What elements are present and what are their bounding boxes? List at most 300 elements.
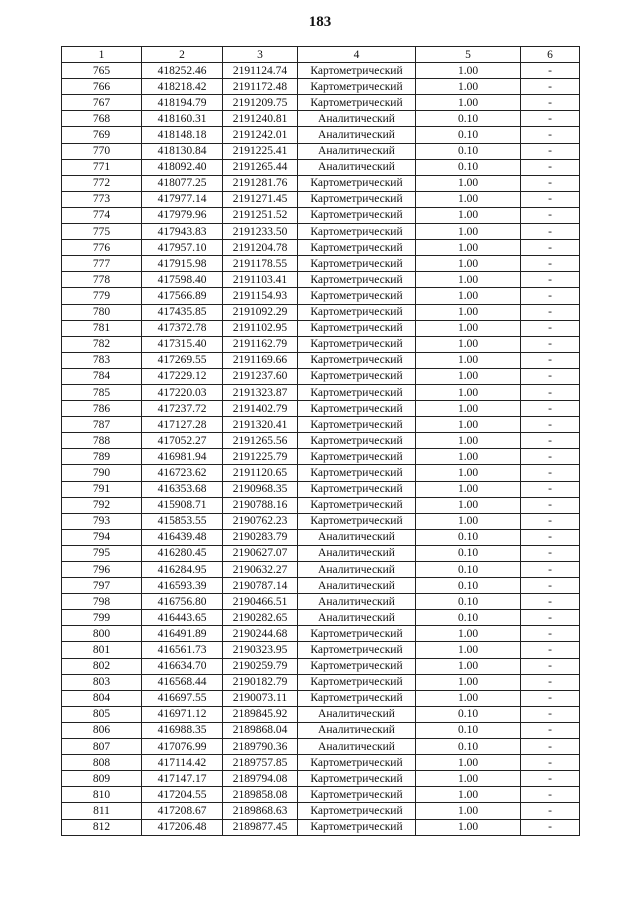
table-row (62, 159, 580, 175)
table-row (62, 127, 580, 143)
accuracy-cell: 1.00 (416, 658, 521, 674)
note-cell: - (521, 497, 580, 513)
point-number-cell: 793 (62, 513, 142, 529)
y-coordinate-cell: 2190788.16 (223, 497, 298, 513)
point-number-cell: 792 (62, 497, 142, 513)
note-cell: - (521, 481, 580, 497)
table-header-row (62, 47, 580, 63)
method-cell: Картометрический (298, 336, 416, 352)
point-number-cell: 807 (62, 739, 142, 755)
y-coordinate-cell: 2191204.78 (223, 240, 298, 256)
y-coordinate-cell: 2191240.81 (223, 111, 298, 127)
point-number-cell: 781 (62, 320, 142, 336)
x-coordinate-cell: 416491.89 (142, 626, 223, 642)
x-coordinate-cell: 418160.31 (142, 111, 223, 127)
note-cell: - (521, 433, 580, 449)
accuracy-cell: 1.00 (416, 384, 521, 400)
method-cell: Картометрический (298, 449, 416, 465)
note-cell: - (521, 562, 580, 578)
method-cell: Картометрический (298, 368, 416, 384)
x-coordinate-cell: 418218.42 (142, 79, 223, 95)
accuracy-cell: 0.10 (416, 578, 521, 594)
point-number-cell: 777 (62, 256, 142, 272)
table-row (62, 819, 580, 835)
note-cell: - (521, 787, 580, 803)
note-cell: - (521, 594, 580, 610)
note-cell: - (521, 674, 580, 690)
point-number-cell: 812 (62, 819, 142, 835)
page-number: 183 (308, 14, 332, 30)
point-number-cell: 766 (62, 79, 142, 95)
method-cell: Картометрический (298, 401, 416, 417)
table-row (62, 224, 580, 240)
accuracy-cell: 1.00 (416, 288, 521, 304)
method-cell: Картометрический (298, 95, 416, 111)
note-cell: - (521, 513, 580, 529)
method-cell: Картометрический (298, 481, 416, 497)
coordinates-table (61, 46, 580, 836)
method-cell: Картометрический (298, 79, 416, 95)
point-number-cell: 784 (62, 368, 142, 384)
accuracy-cell: 1.00 (416, 63, 521, 79)
note-cell: - (521, 207, 580, 223)
method-cell: Аналитический (298, 610, 416, 626)
point-number-cell: 787 (62, 417, 142, 433)
method-cell: Картометрический (298, 304, 416, 320)
x-coordinate-cell: 415908.71 (142, 497, 223, 513)
y-coordinate-cell: 2189757.85 (223, 755, 298, 771)
method-cell: Аналитический (298, 578, 416, 594)
column-header: 6 (521, 47, 580, 63)
table-row (62, 320, 580, 336)
x-coordinate-cell: 417114.42 (142, 755, 223, 771)
y-coordinate-cell: 2191271.45 (223, 191, 298, 207)
table-row (62, 706, 580, 722)
x-coordinate-cell: 417076.99 (142, 739, 223, 755)
method-cell: Картометрический (298, 433, 416, 449)
accuracy-cell: 1.00 (416, 207, 521, 223)
method-cell: Аналитический (298, 562, 416, 578)
y-coordinate-cell: 2191209.75 (223, 95, 298, 111)
x-coordinate-cell: 417977.14 (142, 191, 223, 207)
point-number-cell: 805 (62, 706, 142, 722)
column-header: 5 (416, 47, 521, 63)
table-row (62, 63, 580, 79)
accuracy-cell: 1.00 (416, 320, 521, 336)
method-cell: Картометрический (298, 320, 416, 336)
point-number-cell: 779 (62, 288, 142, 304)
point-number-cell: 789 (62, 449, 142, 465)
point-number-cell: 783 (62, 352, 142, 368)
table-row (62, 594, 580, 610)
y-coordinate-cell: 2189790.36 (223, 739, 298, 755)
method-cell: Аналитический (298, 159, 416, 175)
accuracy-cell: 1.00 (416, 674, 521, 690)
x-coordinate-cell: 417237.72 (142, 401, 223, 417)
point-number-cell: 772 (62, 175, 142, 191)
note-cell: - (521, 143, 580, 159)
y-coordinate-cell: 2190632.27 (223, 562, 298, 578)
y-coordinate-cell: 2190466.51 (223, 594, 298, 610)
point-number-cell: 773 (62, 191, 142, 207)
x-coordinate-cell: 417435.85 (142, 304, 223, 320)
y-coordinate-cell: 2191265.44 (223, 159, 298, 175)
table-row (62, 240, 580, 256)
note-cell: - (521, 755, 580, 771)
table-row (62, 481, 580, 497)
table-row (62, 256, 580, 272)
y-coordinate-cell: 2191103.41 (223, 272, 298, 288)
note-cell: - (521, 706, 580, 722)
method-cell: Картометрический (298, 819, 416, 835)
note-cell: - (521, 384, 580, 400)
y-coordinate-cell: 2190282.65 (223, 610, 298, 626)
accuracy-cell: 0.10 (416, 706, 521, 722)
table-row (62, 304, 580, 320)
accuracy-cell: 1.00 (416, 433, 521, 449)
table-row (62, 384, 580, 400)
x-coordinate-cell: 415853.55 (142, 513, 223, 529)
y-coordinate-cell: 2191124.74 (223, 63, 298, 79)
table-row (62, 562, 580, 578)
y-coordinate-cell: 2190787.14 (223, 578, 298, 594)
y-coordinate-cell: 2190968.35 (223, 481, 298, 497)
y-coordinate-cell: 2191242.01 (223, 127, 298, 143)
note-cell: - (521, 63, 580, 79)
x-coordinate-cell: 416981.94 (142, 449, 223, 465)
note-cell: - (521, 256, 580, 272)
point-number-cell: 765 (62, 63, 142, 79)
point-number-cell: 804 (62, 690, 142, 706)
accuracy-cell: 1.00 (416, 79, 521, 95)
point-number-cell: 771 (62, 159, 142, 175)
note-cell: - (521, 658, 580, 674)
point-number-cell: 811 (62, 803, 142, 819)
method-cell: Картометрический (298, 288, 416, 304)
y-coordinate-cell: 2189877.45 (223, 819, 298, 835)
x-coordinate-cell: 416568.44 (142, 674, 223, 690)
y-coordinate-cell: 2191154.93 (223, 288, 298, 304)
table-row (62, 610, 580, 626)
method-cell: Картометрический (298, 787, 416, 803)
point-number-cell: 780 (62, 304, 142, 320)
note-cell: - (521, 401, 580, 417)
x-coordinate-cell: 418077.25 (142, 175, 223, 191)
x-coordinate-cell: 417957.10 (142, 240, 223, 256)
point-number-cell: 768 (62, 111, 142, 127)
accuracy-cell: 0.10 (416, 143, 521, 159)
x-coordinate-cell: 416756.80 (142, 594, 223, 610)
accuracy-cell: 1.00 (416, 819, 521, 835)
accuracy-cell: 0.10 (416, 610, 521, 626)
y-coordinate-cell: 2191102.95 (223, 320, 298, 336)
point-number-cell: 774 (62, 207, 142, 223)
note-cell: - (521, 159, 580, 175)
x-coordinate-cell: 416439.48 (142, 529, 223, 545)
accuracy-cell: 1.00 (416, 803, 521, 819)
x-coordinate-cell: 416284.95 (142, 562, 223, 578)
x-coordinate-cell: 416280.45 (142, 545, 223, 561)
table-row (62, 272, 580, 288)
method-cell: Аналитический (298, 706, 416, 722)
accuracy-cell: 0.10 (416, 127, 521, 143)
x-coordinate-cell: 417127.28 (142, 417, 223, 433)
table-row (62, 111, 580, 127)
x-coordinate-cell: 417315.40 (142, 336, 223, 352)
x-coordinate-cell: 417052.27 (142, 433, 223, 449)
accuracy-cell: 1.00 (416, 224, 521, 240)
method-cell: Картометрический (298, 642, 416, 658)
accuracy-cell: 1.00 (416, 690, 521, 706)
note-cell: - (521, 95, 580, 111)
note-cell: - (521, 272, 580, 288)
note-cell: - (521, 336, 580, 352)
table-row (62, 465, 580, 481)
table-row (62, 739, 580, 755)
y-coordinate-cell: 2191323.87 (223, 384, 298, 400)
table-row (62, 143, 580, 159)
point-number-cell: 809 (62, 771, 142, 787)
column-header: 4 (298, 47, 416, 63)
method-cell: Картометрический (298, 224, 416, 240)
y-coordinate-cell: 2191225.79 (223, 449, 298, 465)
note-cell: - (521, 191, 580, 207)
point-number-cell: 769 (62, 127, 142, 143)
method-cell: Картометрический (298, 417, 416, 433)
point-number-cell: 803 (62, 674, 142, 690)
accuracy-cell: 0.10 (416, 739, 521, 755)
y-coordinate-cell: 2189868.04 (223, 722, 298, 738)
y-coordinate-cell: 2191320.41 (223, 417, 298, 433)
point-number-cell: 790 (62, 465, 142, 481)
point-number-cell: 776 (62, 240, 142, 256)
x-coordinate-cell: 416593.39 (142, 578, 223, 594)
method-cell: Картометрический (298, 240, 416, 256)
table-row (62, 433, 580, 449)
point-number-cell: 800 (62, 626, 142, 642)
table-row (62, 95, 580, 111)
table-row (62, 175, 580, 191)
note-cell: - (521, 320, 580, 336)
note-cell: - (521, 417, 580, 433)
y-coordinate-cell: 2191120.65 (223, 465, 298, 481)
table-row (62, 336, 580, 352)
table-row (62, 352, 580, 368)
method-cell: Аналитический (298, 529, 416, 545)
y-coordinate-cell: 2191178.55 (223, 256, 298, 272)
note-cell: - (521, 240, 580, 256)
accuracy-cell: 1.00 (416, 368, 521, 384)
note-cell: - (521, 368, 580, 384)
x-coordinate-cell: 416988.35 (142, 722, 223, 738)
x-coordinate-cell: 416723.62 (142, 465, 223, 481)
x-coordinate-cell: 417915.98 (142, 256, 223, 272)
y-coordinate-cell: 2189845.92 (223, 706, 298, 722)
y-coordinate-cell: 2191162.79 (223, 336, 298, 352)
note-cell: - (521, 465, 580, 481)
note-cell: - (521, 578, 580, 594)
method-cell: Аналитический (298, 111, 416, 127)
accuracy-cell: 1.00 (416, 771, 521, 787)
point-number-cell: 797 (62, 578, 142, 594)
x-coordinate-cell: 417206.48 (142, 819, 223, 835)
x-coordinate-cell: 417372.78 (142, 320, 223, 336)
y-coordinate-cell: 2190283.79 (223, 529, 298, 545)
x-coordinate-cell: 416697.55 (142, 690, 223, 706)
method-cell: Аналитический (298, 545, 416, 561)
method-cell: Картометрический (298, 674, 416, 690)
table-row (62, 690, 580, 706)
note-cell: - (521, 771, 580, 787)
y-coordinate-cell: 2190627.07 (223, 545, 298, 561)
y-coordinate-cell: 2191225.41 (223, 143, 298, 159)
point-number-cell: 808 (62, 755, 142, 771)
accuracy-cell: 1.00 (416, 787, 521, 803)
table-row (62, 417, 580, 433)
note-cell: - (521, 722, 580, 738)
accuracy-cell: 1.00 (416, 642, 521, 658)
note-cell: - (521, 127, 580, 143)
accuracy-cell: 1.00 (416, 513, 521, 529)
method-cell: Картометрический (298, 63, 416, 79)
x-coordinate-cell: 417566.89 (142, 288, 223, 304)
y-coordinate-cell: 2191281.76 (223, 175, 298, 191)
x-coordinate-cell: 416561.73 (142, 642, 223, 658)
y-coordinate-cell: 2190244.68 (223, 626, 298, 642)
note-cell: - (521, 626, 580, 642)
table-row (62, 368, 580, 384)
y-coordinate-cell: 2191169.66 (223, 352, 298, 368)
accuracy-cell: 1.00 (416, 417, 521, 433)
method-cell: Аналитический (298, 127, 416, 143)
table-row (62, 191, 580, 207)
accuracy-cell: 0.10 (416, 545, 521, 561)
y-coordinate-cell: 2190073.11 (223, 690, 298, 706)
x-coordinate-cell: 418148.18 (142, 127, 223, 143)
note-cell: - (521, 288, 580, 304)
y-coordinate-cell: 2191172.48 (223, 79, 298, 95)
note-cell: - (521, 224, 580, 240)
y-coordinate-cell: 2190259.79 (223, 658, 298, 674)
method-cell: Картометрический (298, 175, 416, 191)
method-cell: Картометрический (298, 513, 416, 529)
method-cell: Картометрический (298, 272, 416, 288)
point-number-cell: 810 (62, 787, 142, 803)
x-coordinate-cell: 417208.67 (142, 803, 223, 819)
table-row (62, 578, 580, 594)
x-coordinate-cell: 417147.17 (142, 771, 223, 787)
method-cell: Картометрический (298, 207, 416, 223)
table-row (62, 529, 580, 545)
note-cell: - (521, 803, 580, 819)
point-number-cell: 801 (62, 642, 142, 658)
table-row (62, 803, 580, 819)
accuracy-cell: 1.00 (416, 272, 521, 288)
note-cell: - (521, 529, 580, 545)
point-number-cell: 786 (62, 401, 142, 417)
accuracy-cell: 1.00 (416, 95, 521, 111)
accuracy-cell: 1.00 (416, 626, 521, 642)
y-coordinate-cell: 2191092.29 (223, 304, 298, 320)
method-cell: Картометрический (298, 191, 416, 207)
point-number-cell: 802 (62, 658, 142, 674)
table-row (62, 642, 580, 658)
y-coordinate-cell: 2191265.56 (223, 433, 298, 449)
y-coordinate-cell: 2190323.95 (223, 642, 298, 658)
method-cell: Картометрический (298, 658, 416, 674)
y-coordinate-cell: 2189868.63 (223, 803, 298, 819)
x-coordinate-cell: 416634.70 (142, 658, 223, 674)
table-row (62, 513, 580, 529)
accuracy-cell: 0.10 (416, 159, 521, 175)
x-coordinate-cell: 418130.84 (142, 143, 223, 159)
table-row (62, 545, 580, 561)
x-coordinate-cell: 417220.03 (142, 384, 223, 400)
point-number-cell: 785 (62, 384, 142, 400)
method-cell: Аналитический (298, 143, 416, 159)
table-row (62, 497, 580, 513)
method-cell: Аналитический (298, 722, 416, 738)
accuracy-cell: 0.10 (416, 594, 521, 610)
accuracy-cell: 1.00 (416, 304, 521, 320)
accuracy-cell: 0.10 (416, 562, 521, 578)
accuracy-cell: 1.00 (416, 191, 521, 207)
method-cell: Картометрический (298, 690, 416, 706)
accuracy-cell: 0.10 (416, 722, 521, 738)
x-coordinate-cell: 417979.96 (142, 207, 223, 223)
note-cell: - (521, 739, 580, 755)
note-cell: - (521, 610, 580, 626)
point-number-cell: 796 (62, 562, 142, 578)
accuracy-cell: 1.00 (416, 256, 521, 272)
table-body (62, 63, 580, 836)
table-row (62, 755, 580, 771)
table-row (62, 401, 580, 417)
point-number-cell: 795 (62, 545, 142, 561)
method-cell: Картометрический (298, 465, 416, 481)
x-coordinate-cell: 417943.83 (142, 224, 223, 240)
note-cell: - (521, 352, 580, 368)
table-row (62, 787, 580, 803)
column-header: 2 (142, 47, 223, 63)
method-cell: Картометрический (298, 755, 416, 771)
accuracy-cell: 1.00 (416, 401, 521, 417)
note-cell: - (521, 111, 580, 127)
method-cell: Картометрический (298, 384, 416, 400)
method-cell: Картометрический (298, 771, 416, 787)
table-row (62, 658, 580, 674)
column-header: 3 (223, 47, 298, 63)
note-cell: - (521, 449, 580, 465)
table-row (62, 771, 580, 787)
table-row (62, 674, 580, 690)
table-row (62, 288, 580, 304)
y-coordinate-cell: 2190182.79 (223, 674, 298, 690)
x-coordinate-cell: 418194.79 (142, 95, 223, 111)
note-cell: - (521, 642, 580, 658)
point-number-cell: 782 (62, 336, 142, 352)
x-coordinate-cell: 418092.40 (142, 159, 223, 175)
x-coordinate-cell: 417204.55 (142, 787, 223, 803)
y-coordinate-cell: 2190762.23 (223, 513, 298, 529)
method-cell: Картометрический (298, 497, 416, 513)
point-number-cell: 770 (62, 143, 142, 159)
note-cell: - (521, 545, 580, 561)
method-cell: Картометрический (298, 803, 416, 819)
method-cell: Аналитический (298, 739, 416, 755)
point-number-cell: 799 (62, 610, 142, 626)
note-cell: - (521, 819, 580, 835)
